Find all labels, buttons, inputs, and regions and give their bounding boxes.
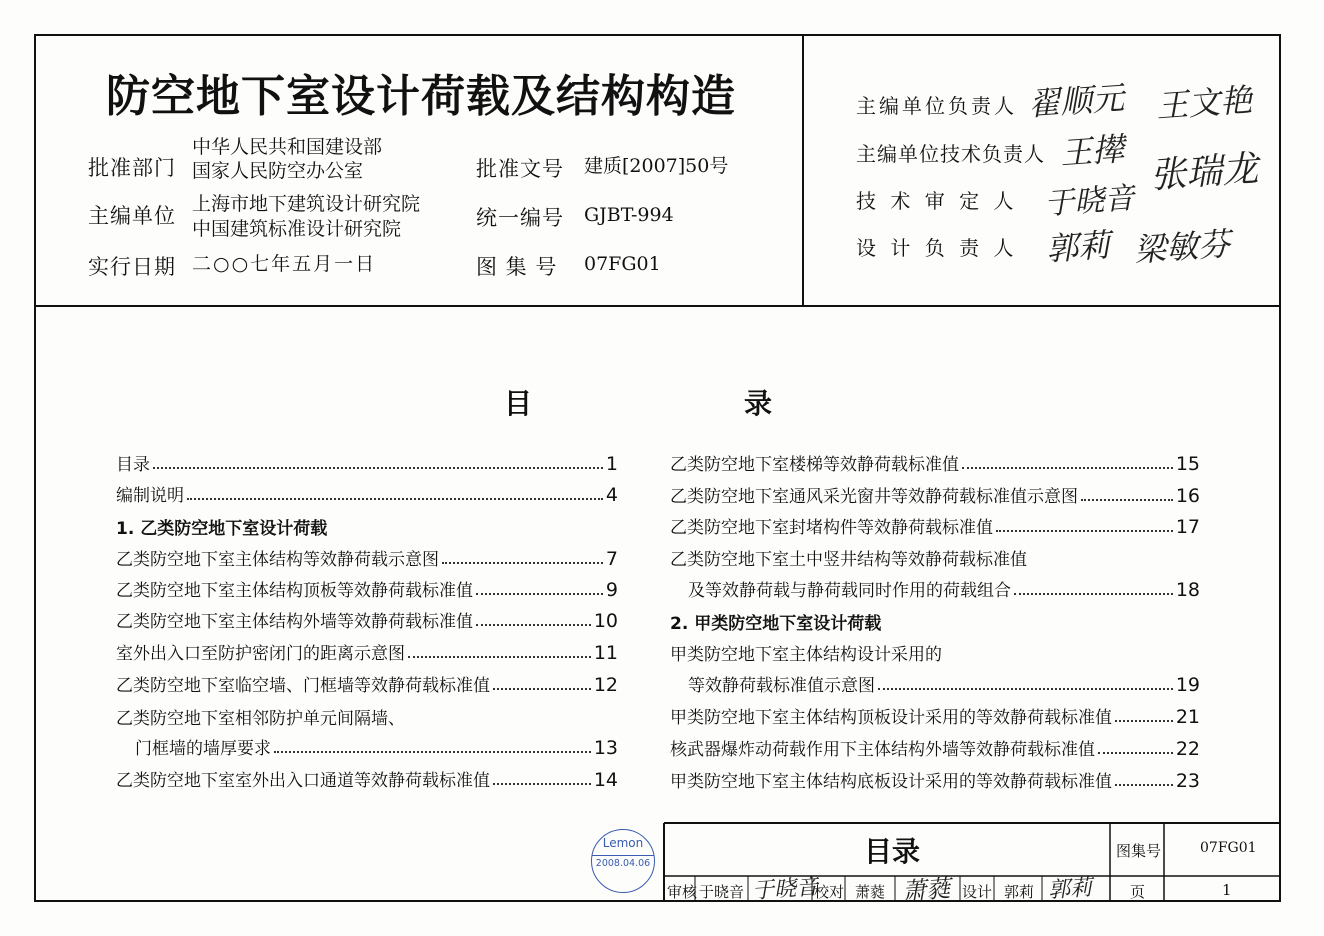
toc-entry-title: 乙类防空地下室楼梯等效静荷载标准值 xyxy=(670,455,959,475)
toc-entry-page: 15 xyxy=(1175,453,1200,475)
editor-unit-line-2: 中国建筑标准设计研究院 xyxy=(192,218,402,240)
reviewer-signature: 于晓音 xyxy=(751,874,819,905)
approval-dept-line-2: 国家人民防空办公室 xyxy=(192,160,364,182)
designer-name: 郭莉 xyxy=(1004,883,1035,901)
toc-entry-page: 19 xyxy=(1175,674,1200,696)
toc-entry-title: 室外出入口至防护密闭门的距离示意图 xyxy=(116,644,405,664)
chief-tech-head-signature-1: 王撵 xyxy=(1058,129,1126,173)
editor-unit-label: 主编单位 xyxy=(88,204,176,228)
toc-entry-title: 甲类防空地下室主体结构顶板设计采用的等效静荷载标准值 xyxy=(670,708,1112,728)
effective-date-label: 实行日期 xyxy=(88,255,176,279)
check-label: 校对 xyxy=(814,883,845,901)
tech-approver-label: 技 术 审 定 人 xyxy=(856,189,1018,213)
toc-entry-page: 13 xyxy=(593,737,618,759)
toc-entry-title: 乙类防空地下室室外出入口通道等效静荷载标准值 xyxy=(116,771,490,791)
toc-entry-title: 乙类防空地下室封堵构件等效静荷载标准值 xyxy=(670,518,993,538)
toc-entry-page: 12 xyxy=(593,674,618,696)
toc-entry-page: 1 xyxy=(605,453,618,475)
toc-entry-title: 及等效静荷载与静荷载同时作用的荷载组合 xyxy=(688,581,1011,601)
toc-entry-title: 等效静荷载标准值示意图 xyxy=(688,676,875,696)
toc-entry-first-line: 甲类防空地下室主体结构设计采用的 xyxy=(670,645,942,665)
toc-entry-title: 乙类防空地下室通风采光窗井等效静荷载标准值示意图 xyxy=(670,487,1078,507)
chief-unit-head-signature-1: 翟顺元 xyxy=(1026,78,1126,124)
toc-entry-page: 14 xyxy=(593,769,618,791)
checker-signature: 萧蕤 xyxy=(901,874,952,906)
toc-entry-title: 乙类防空地下室主体结构等效静荷载示意图 xyxy=(116,550,439,570)
tech-approver-signature: 于晓音 xyxy=(1043,180,1136,223)
chief-tech-head-signature-2: 张瑞龙 xyxy=(1148,148,1260,197)
approval-doc-label: 批准文号 xyxy=(476,157,564,181)
chief-tech-head-label: 主编单位技术负责人 xyxy=(856,142,1045,166)
toc-heading-left: 目 xyxy=(504,387,533,420)
toc-entry-page: 16 xyxy=(1175,485,1200,507)
toc-entry-first-line: 乙类防空地下室相邻防护单元间隔墙、 xyxy=(116,709,405,729)
designer-signature: 郭莉 xyxy=(1047,875,1093,904)
toc-entry-title: 目录 xyxy=(116,455,150,475)
toc-entry-page: 22 xyxy=(1175,738,1200,760)
atlas-number: 07FG01 xyxy=(584,253,661,275)
toc-entry-title: 乙类防空地下室主体结构外墙等效静荷载标准值 xyxy=(116,612,473,632)
page-label: 页 xyxy=(1130,883,1146,901)
toc-entry-title: 乙类防空地下室主体结构顶板等效静荷载标准值 xyxy=(116,581,473,601)
effective-date: 二○○七年五月一日 xyxy=(192,253,377,275)
title-block-atlas-label: 图集号 xyxy=(1116,842,1162,860)
toc-entry-title: 编制说明 xyxy=(116,486,184,506)
chief-unit-head-signature-2: 王文艳 xyxy=(1154,80,1254,126)
toc-entry-page: 11 xyxy=(593,642,618,664)
toc-entry-page: 18 xyxy=(1175,579,1200,601)
toc-entry-page: 10 xyxy=(593,610,618,632)
approval-dept-label: 批准部门 xyxy=(88,156,176,180)
toc-entry-title: 门框墙的墙厚要求 xyxy=(135,739,271,759)
unified-number: GJBT-994 xyxy=(584,204,674,226)
checker-name: 萧蕤 xyxy=(855,883,886,901)
page-number: 1 xyxy=(1222,881,1232,899)
unified-number-label: 统一编号 xyxy=(476,206,564,230)
design-head-signature-1: 郭莉 xyxy=(1044,225,1112,269)
toc-entry-title: 核武器爆炸动荷载作用下主体结构外墙等效静荷载标准值 xyxy=(670,740,1095,760)
toc-entry-page: 23 xyxy=(1175,770,1200,792)
design-label: 设计 xyxy=(962,883,993,901)
toc-entry-page: 7 xyxy=(605,548,618,570)
approval-dept-line-1: 中华人民共和国建设部 xyxy=(192,136,383,158)
approval-doc-number: 建质[2007]50号 xyxy=(584,155,729,177)
toc-entry-title: 乙类防空地下室临空墙、门框墙等效静荷载标准值 xyxy=(116,676,490,696)
toc-entry-page: 4 xyxy=(605,484,618,506)
toc-entry-page: 21 xyxy=(1175,706,1200,728)
chief-unit-head-label: 主编单位负责人 xyxy=(856,94,1017,118)
toc-entry-first-line: 乙类防空地下室土中竖井结构等效静荷载标准值 xyxy=(670,550,1027,570)
design-head-signature-2: 梁敏芬 xyxy=(1132,224,1232,270)
stamp-date: 2008.04.06 xyxy=(592,855,654,869)
title-block-title: 目录 xyxy=(864,835,921,868)
toc-section-heading: 1. 乙类防空地下室设计荷载 xyxy=(116,519,328,539)
atlas-number-label: 图 集 号 xyxy=(476,255,558,279)
review-label: 审核 xyxy=(667,883,698,901)
atlas-title: 防空地下室设计荷载及结构构造 xyxy=(106,71,736,122)
toc-entry-page: 17 xyxy=(1175,516,1200,538)
toc-section-heading: 2. 甲类防空地下室设计荷载 xyxy=(670,614,882,634)
title-block-atlas-number: 07FG01 xyxy=(1200,840,1257,856)
toc-entry-page: 9 xyxy=(605,579,618,601)
editor-unit-line-1: 上海市地下建筑设计研究院 xyxy=(192,193,421,215)
reviewer-name: 于晓音 xyxy=(699,883,745,901)
design-head-label: 设 计 负 责 人 xyxy=(856,236,1018,260)
stamp-name: Lemon xyxy=(602,836,644,850)
toc-heading-right: 录 xyxy=(744,387,773,420)
toc-entry-title: 甲类防空地下室主体结构底板设计采用的等效静荷载标准值 xyxy=(670,772,1112,792)
